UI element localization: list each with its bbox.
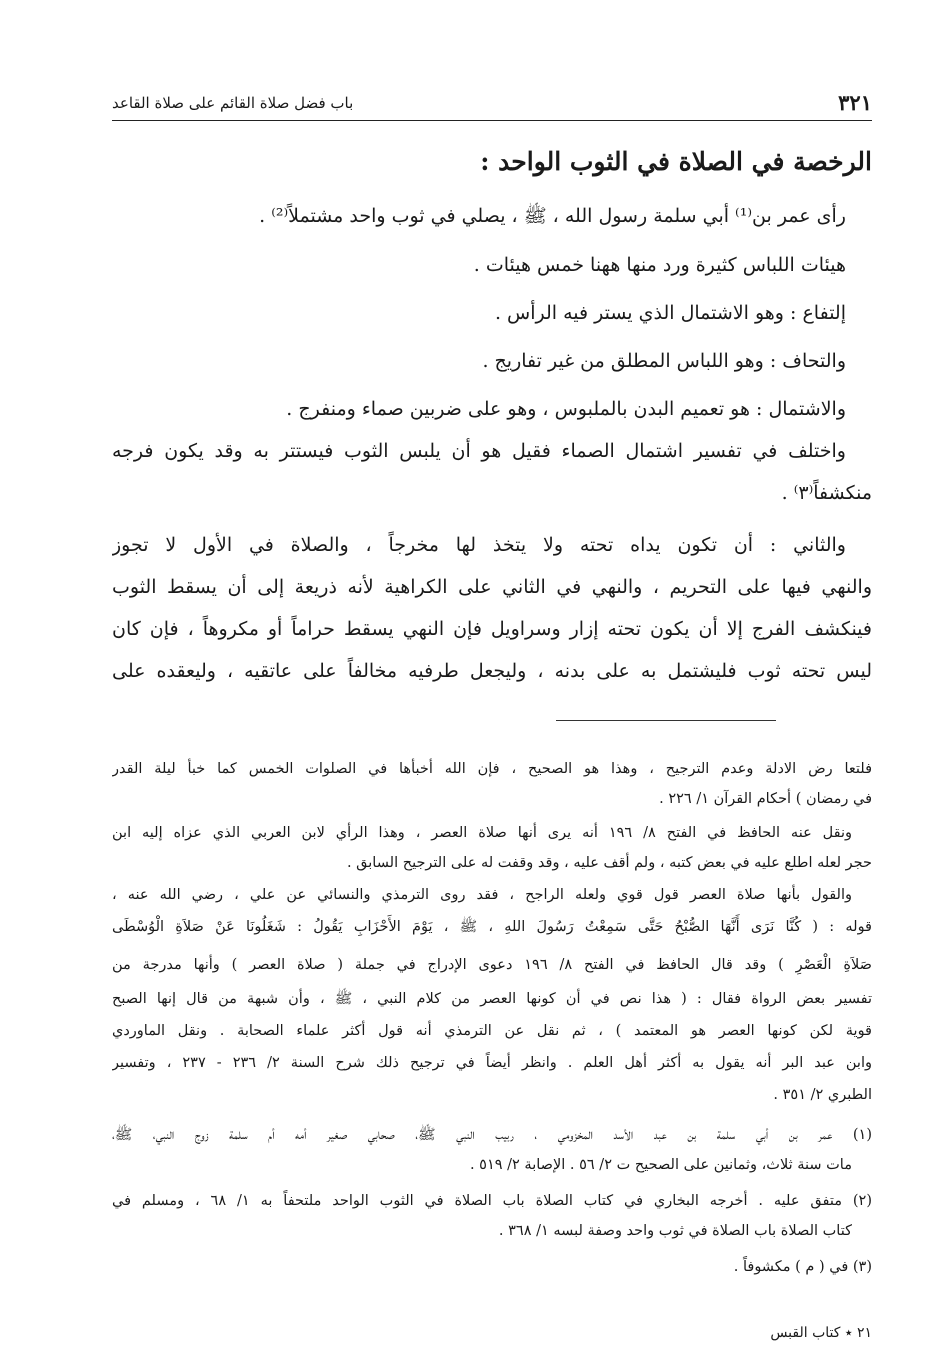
body-line: والثاني : أن تكون يداه تحته ولا يتخذ لها مخرجاً ، والصلاة في الأول لا تجوز bbox=[112, 534, 846, 556]
footnote-line: قوية لكن كونها العصر هو المعتمد ) ، ثم نقل عن الترمذي أنه قول أكثر علماء الصحابة . ونقل الماوردي bbox=[112, 1023, 872, 1039]
footnote-line: في رمضان ) أحكام القرآن ١/ ٢٢٦ . bbox=[659, 791, 872, 807]
footnote-line: (٢) متفق عليه . أخرجه البخاري في كتاب الصلاة باب الصلاة في الثوب الواحد ملتحفاً به ١/ ٦٨ ، ومسلم في bbox=[112, 1193, 872, 1209]
running-head bbox=[112, 86, 872, 121]
signature-mark: ٢١ ٭ كتاب القبس bbox=[770, 1325, 872, 1341]
footnote-line: صَلاَةِ الْعَصْرِ ) وقد قال الحافظ في الفتح ٨/ ١٩٦ دعوى الإدراج في جملة ( صلاة العصر ) وأنها مدرجة من bbox=[112, 957, 872, 973]
body-line: واختلف في تفسير اشتمال الصماء فقيل هو أن يلبس الثوب فيستتر به وقد يكون فرجه bbox=[112, 440, 846, 462]
body-line: منكشفاً⁽٣⁾ . bbox=[781, 482, 872, 504]
body-line: هيئات اللباس كثيرة ورد منها ههنا خمس هيئات . bbox=[473, 254, 846, 276]
footnote-line: وابن عبد البر أنه يقول به أكثر أهل العلم . وانظر أيضاً في ترجيح ذلك شرح السنة ٢/ ٢٣٦ - ٢٣٧ ، وتفسير bbox=[112, 1055, 872, 1071]
footnote-line: ونقل عنه الحافظ في الفتح ٨/ ١٩٦ أنه يرى أنها صلاة العصر ، وهذا الرأي لابن العربي الذي عزاه إليه ابن bbox=[112, 825, 852, 841]
body-line: والتحاف : وهو اللباس المطلق من غير تفاريج . bbox=[482, 350, 846, 372]
footnote-line: الطبري ٢/ ٣٥١ . bbox=[773, 1087, 872, 1103]
footnote-line: كتاب الصلاة باب الصلاة في ثوب واحد وصفة لبسه ١/ ٣٦٨ . bbox=[498, 1223, 852, 1239]
running-title: باب فضل صلاة القائم على صلاة القاعد bbox=[112, 94, 354, 112]
section-heading: الرخصة في الصلاة في الثوب الواحد : bbox=[480, 147, 872, 176]
body-line: ليس تحته ثوب فليشتمل به على بدنه ، وليجعل طرفيه مخالفاً على عاتقيه ، وليعقده على bbox=[112, 660, 872, 682]
body-line: والنهي فيها على التحريم ، والنهي في الثاني على الكراهية لأنه ذريعة إلى أن يسقط الثوب bbox=[112, 576, 872, 598]
footnote-line: حجر لعله اطلع عليه في بعض كتبه ، ولم أقف عليه ، وقد وقفت له على الترجيح السابق . bbox=[346, 855, 872, 871]
footnote-separator bbox=[556, 720, 776, 721]
footnote-line: والقول بأنها صلاة العصر قول قوي ولعله الراجح ، فقد روى الترمذي والنسائي عن علي ، رضي الله عنه ، bbox=[112, 887, 852, 903]
body-line: إلتفاع : وهو الاشتمال الذي يستر فيه الرأس . bbox=[494, 302, 846, 324]
body-line: والاشتمال : هو تعميم البدن بالملبوس ، وهو على ضربين صماء ومنفرج . bbox=[286, 398, 846, 420]
footnote-line: (٣) في ( م ) مكشوفاً . bbox=[733, 1259, 872, 1275]
footnote-line: قوله : ( كُنَّا نَرَى أَنَّهَا الصُّبْحُ حَتَّى سَمِعْتُ رَسُولَ اللهِ ، ﷺ ، يَوْمَ الأَحْزَابِ يَقُولُ : شَغَلُونَا عَنْ صَلاَةِ الْوُسْطَى bbox=[112, 919, 872, 935]
footnote-line: فلتعا رض الادلة وعدم الترجيح ، وهذا هو الصحيح ، فإن الله أخبأها في الصلوات الخمس كما خبأ ليلة القدر bbox=[112, 761, 872, 777]
footnote-line: (١) عمر بن أبي سلمة بن عبد الأسد المخزومي ، ربيب النبي ﷺ، صحابي صغير أمه أم سلمة زوج النبي، ﷺ، bbox=[112, 1127, 872, 1143]
footnote-line: تفسير بعض الرواة فقال : ( هذا نص في أن كونها العصر من كلام النبي ، ﷺ ، وأن شبهة من قال إنها الصبح bbox=[112, 991, 872, 1007]
page-number: ٣٢١ bbox=[838, 90, 872, 115]
footnote-line: مات سنة ثلاث، وثمانين على الصحيح ت ٢/ ٥٦ . الإصابة ٢/ ٥١٩ . bbox=[469, 1157, 852, 1173]
body-line: فينكشف الفرج إلا أن يكون تحته إزار وسراويل فإن النهي يسقط حراماً أو مكروهاً ، فإن كان bbox=[112, 618, 872, 640]
body-line: رأى عمر بن⁽¹⁾ أبي سلمة رسول الله ، ﷺ ، يصلي في ثوب واحد مشتملاً⁽²⁾ . bbox=[259, 205, 846, 227]
